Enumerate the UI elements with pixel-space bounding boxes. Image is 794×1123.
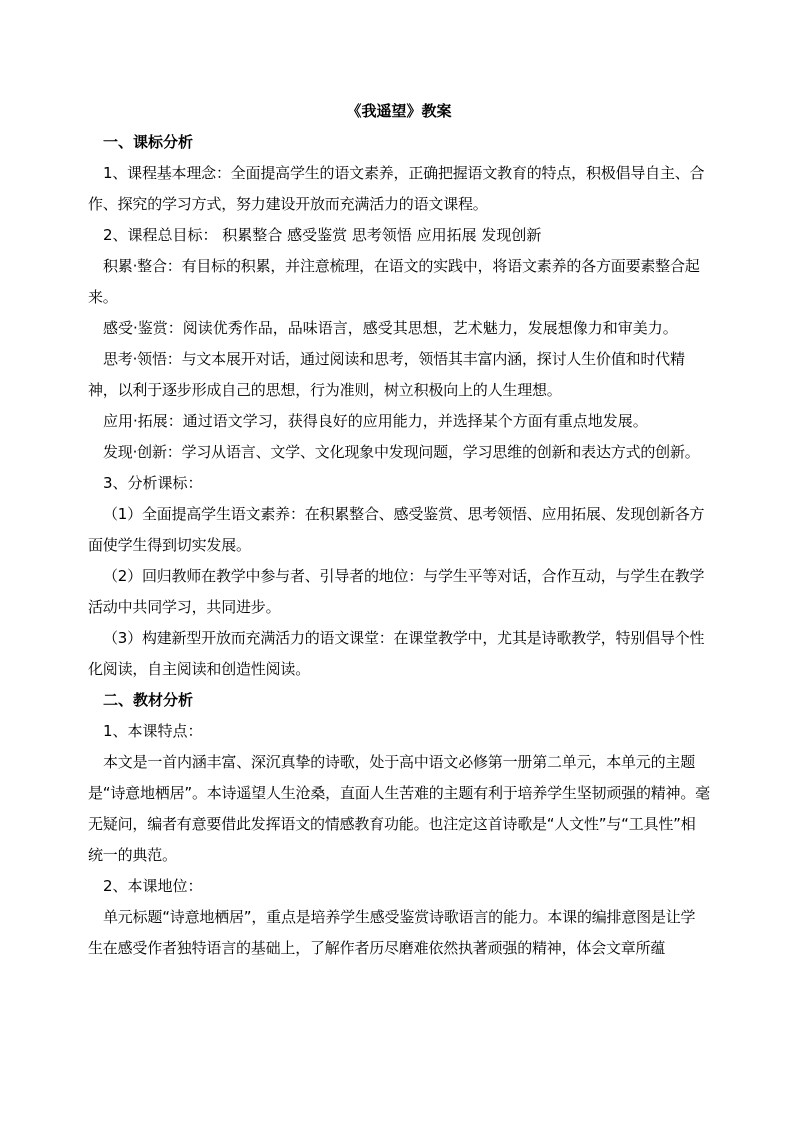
paragraph-lesson-features: 本文是一首内涵丰富、深沉真挚的诗歌，处于高中语文必修第一册第二单元，本单元的主题是“诗意地栖居”。本诗遥望人生沧桑，直面人生苦难的主题有利于培养学生坚韧顽强的精神。毫无疑问，编者有意要借此发挥语文的情感教育功能。也注定这首诗歌是“人文性”与“工具性”相统一的典范。 — [88, 753, 710, 864]
paragraph-think-comprehend: 思考·领悟：与文本展开对话，通过阅读和思考，领悟其丰富内涵，探讨人生价值和时代精神，以利于逐步形成自己的思想，行为准则，树立积极向上的人生理想。 — [88, 350, 685, 399]
paragraph-perceive-appreciate: 感受·鉴赏：阅读优秀作品，品味语言，感受其思想，艺术魅力，发展想像力和审美力。 — [103, 319, 678, 337]
section-curriculum-analysis — [88, 127, 710, 685]
paragraph-lesson-features-label: 1、本课特点： — [103, 722, 203, 740]
paragraph-point-2: （2）回归教师在教学中参与者、引导者的地位：与学生平等对话，合作互动，与学生在教学活动中共同学习，共同进步。 — [88, 567, 705, 616]
paragraph-lesson-position: 单元标题“诗意地栖居”，重点是培养学生感受鉴赏诗歌语言的能力。本课的编排意图是让学生在感受作者独特语言的基础上，了解作者历尽磨难依然执著顽强的精神，体会文章所蕴 — [88, 908, 696, 957]
paragraph-lesson-position-label: 2、本课地位： — [103, 877, 203, 895]
section-heading: 二、教材分析 — [103, 691, 194, 709]
document-page — [88, 96, 710, 964]
paragraph-accumulate-integrate: 积累·整合：有目标的积累，并注意梳理，在语文的实践中，将语文素养的各方面要素整合起来。 — [88, 257, 700, 306]
paragraph-apply-expand: 应用·拓展：通过语文学习，获得良好的应用能力，并选择某个方面有重点地发展。 — [103, 412, 648, 430]
document-title: 《我遥望》教案 — [346, 102, 452, 120]
paragraph-point-3: （3）构建新型开放而充满活力的语文课堂：在课堂教学中，尤其是诗歌教学，特别倡导个性化阅读，自主阅读和创造性阅读。 — [88, 629, 705, 678]
paragraph-course-goals: 2、课程总目标： 积累整合 感受鉴赏 思考领悟 应用拓展 发现创新 — [103, 226, 542, 244]
paragraph-discover-innovate: 发现·创新：学习从语言、文学、文化现象中发现问题，学习思维的创新和表达方式的创新。 — [103, 443, 700, 461]
paragraph-point-1: （1）全面提高学生语文素养：在积累整合、感受鉴赏、思考领悟、应用拓展、发现创新各方面使学生得到切实发展。 — [88, 505, 705, 554]
section-textbook-analysis — [88, 685, 710, 964]
section-heading: 一、课标分析 — [103, 133, 194, 151]
paragraph-course-philosophy: 1、课程基本理念：全面提高学生的语文素养，正确把握语文教育的特点，积极倡导自主、合作、探究的学习方式，努力建设开放而充满活力的语文课程。 — [88, 164, 705, 213]
paragraph-analyze-standards: 3、分析课标： — [103, 474, 203, 492]
